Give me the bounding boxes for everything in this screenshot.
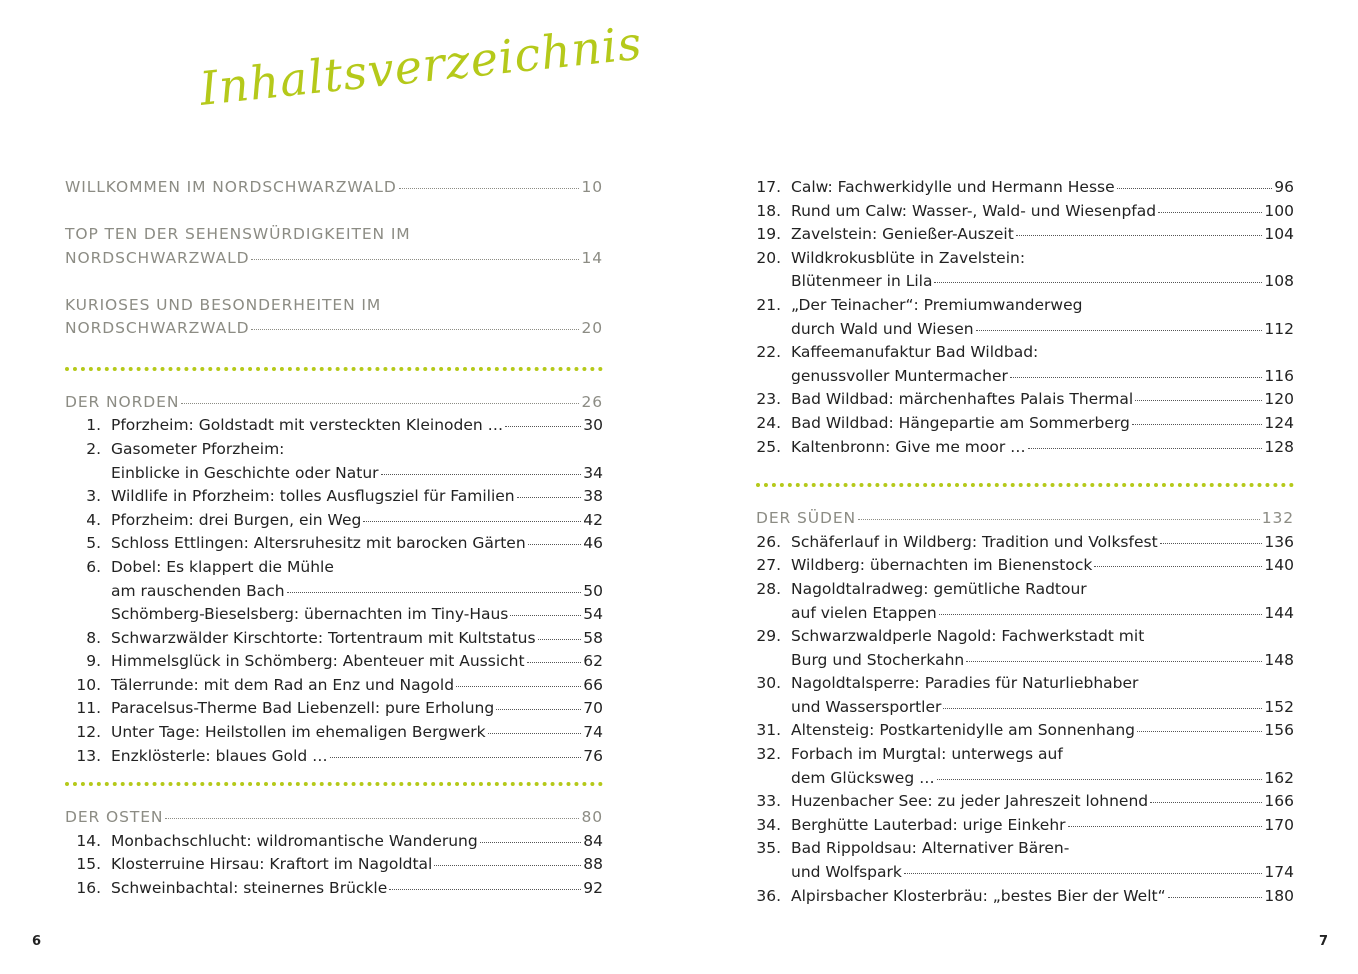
entry-title: Wildkrokusblüte in Zavelstein: xyxy=(791,248,1026,267)
toc-entry[interactable] xyxy=(756,367,1294,391)
osten-continued-entries xyxy=(756,178,1294,461)
entry-title: Enzklösterle: blaues Gold … xyxy=(111,746,328,765)
entry-number: 34. xyxy=(756,815,781,834)
leader-dots xyxy=(480,842,582,843)
toc-entry[interactable] xyxy=(756,556,1294,580)
toc-entry[interactable] xyxy=(756,225,1294,249)
leader-dots xyxy=(434,865,581,866)
leader-dots xyxy=(1016,235,1263,236)
entry-page: 74 xyxy=(583,723,603,742)
entry-page: 112 xyxy=(1264,319,1294,338)
entry-number: 26. xyxy=(756,532,781,551)
section-divider xyxy=(65,367,603,371)
entry-number: 24. xyxy=(756,413,781,432)
entry-page: 96 xyxy=(1274,178,1294,196)
entry-number: 27. xyxy=(756,556,781,575)
entry-number: 19. xyxy=(756,225,781,244)
entry-title: Rund um Calw: Wasser-, Wald- und Wiesenpfad xyxy=(791,201,1157,220)
entry-title: Forbach im Murgtal: unterwegs auf xyxy=(791,745,1063,764)
leader-dots xyxy=(904,873,1263,874)
leader-dots xyxy=(381,474,582,475)
leader-dots xyxy=(1010,377,1263,378)
leader-dots xyxy=(1132,424,1263,425)
section-heading-osten[interactable]: DER OSTEN 80 xyxy=(65,808,603,827)
section-heading-norden[interactable]: DER NORDEN 26 xyxy=(65,392,603,411)
entry-title: Nagoldtalsperre: Paradies für Naturliebhaber xyxy=(791,674,1139,693)
leader-dots xyxy=(976,330,1263,331)
entry-title: Wildlife in Pforzheim: tolles Ausflugsziel für Familien xyxy=(111,487,515,506)
entry-title: Zavelstein: Genießer-Auszeit xyxy=(791,225,1014,244)
entry-title: Altensteig: Postkartenidylle am Sonnenhang xyxy=(791,721,1136,740)
entry-title: Schwarzwaldperle Nagold: Fachwerkstadt mit xyxy=(791,627,1145,646)
entry-title: Burg und Stocherkahn xyxy=(791,650,965,669)
entry-page: 58 xyxy=(583,628,603,647)
page-number-left: 6 xyxy=(32,934,42,949)
leader-dots xyxy=(389,889,581,890)
leader-dots xyxy=(1068,826,1263,827)
leader-dots xyxy=(505,426,581,427)
toc-entry[interactable] xyxy=(756,604,1294,628)
entry-title: Unter Tage: Heilstollen im ehemaligen Bergwerk xyxy=(111,723,486,742)
leader-dots xyxy=(1135,400,1262,401)
toc-entry[interactable] xyxy=(756,651,1294,675)
toc-entry[interactable] xyxy=(756,438,1294,462)
entry-title: Schömberg-Bieselsberg: übernachten im Tiny-Haus xyxy=(111,605,509,624)
entry-title: Schwarzwälder Kirschtorte: Tortentraum mit Kultstatus xyxy=(111,628,536,647)
toc-entry[interactable] xyxy=(65,676,603,700)
entry-title: Klosterruine Hirsau: Kraftort im Nagoldtal xyxy=(111,855,433,874)
entry-number: 5. xyxy=(86,534,101,553)
entry-number: 23. xyxy=(756,390,781,409)
entry-page: 156 xyxy=(1264,721,1294,740)
toc-entry-line[interactable] xyxy=(756,343,1294,367)
leader-dots xyxy=(937,779,1263,780)
entry-number: 1. xyxy=(86,416,101,435)
entry-number: 36. xyxy=(756,886,781,905)
entry-title: Calw: Fachwerkidylle und Hermann Hesse xyxy=(791,178,1115,196)
entry-title: auf vielen Etappen xyxy=(791,603,937,622)
toc-entry[interactable] xyxy=(65,629,603,653)
toc-entry[interactable] xyxy=(65,832,603,856)
entry-title: durch Wald und Wiesen xyxy=(791,319,974,338)
leader-dots xyxy=(1094,566,1262,567)
leader-dots xyxy=(1160,543,1263,544)
entry-title: Paracelsus-Therme Bad Liebenzell: pure Erholung xyxy=(111,699,495,718)
entry-page: 128 xyxy=(1264,437,1294,456)
leader-dots xyxy=(1117,188,1273,189)
leader-dots xyxy=(1168,897,1263,898)
leader-dots xyxy=(538,639,582,640)
entry-page: 104 xyxy=(1264,225,1294,244)
leader-dots xyxy=(330,757,582,758)
entry-title: Dobel: Es klappert die Mühle xyxy=(111,557,334,576)
toc-entry[interactable] xyxy=(756,320,1294,344)
entry-number: 31. xyxy=(756,721,781,740)
entry-page: 46 xyxy=(583,534,603,553)
entry-page: 108 xyxy=(1264,272,1294,291)
sueden-entries xyxy=(756,533,1294,911)
entry-title: Bad Rippoldsau: Alternativer Bären- xyxy=(791,839,1070,858)
entry-number: 8. xyxy=(86,628,101,647)
leader-dots xyxy=(496,709,581,710)
entry-page: 38 xyxy=(583,487,603,506)
entry-page: 116 xyxy=(1264,366,1294,385)
entry-number: 11. xyxy=(76,699,101,718)
toc-entry[interactable] xyxy=(756,816,1294,840)
entry-page: 148 xyxy=(1264,650,1294,669)
toc-entry[interactable] xyxy=(756,887,1294,911)
entry-title: am rauschenden Bach xyxy=(111,581,285,600)
toc-entry[interactable] xyxy=(65,855,603,879)
entry-title: Blütenmeer in Lila xyxy=(791,272,933,291)
entry-page: 34 xyxy=(583,463,603,482)
entry-title: Pforzheim: Goldstadt mit versteckten Kleinoden … xyxy=(111,416,504,435)
entry-page: 84 xyxy=(583,831,603,850)
entry-title: Pforzheim: drei Burgen, ein Weg xyxy=(111,510,362,529)
section-divider xyxy=(756,483,1294,487)
leader-dots xyxy=(287,592,582,593)
entry-title: Alpirsbacher Klosterbräu: „bestes Bier der Welt“ xyxy=(791,886,1166,905)
leader-dots xyxy=(527,662,582,663)
toc-entry[interactable] xyxy=(65,747,603,771)
leader-dots xyxy=(510,615,581,616)
entry-number: 15. xyxy=(76,855,101,874)
entry-page: 42 xyxy=(583,510,603,529)
entry-title: Schloss Ettlingen: Altersruhesitz mit barocken Gärten xyxy=(111,534,526,553)
entry-number: 3. xyxy=(86,487,101,506)
toc-entry[interactable] xyxy=(756,533,1294,557)
toc-left-column xyxy=(65,178,603,903)
entry-title: Tälerrunde: mit dem Rad an Enz und Nagold xyxy=(111,675,455,694)
entry-number: 14. xyxy=(76,831,101,850)
page-number-right: 7 xyxy=(1319,934,1329,949)
entry-number: 16. xyxy=(76,879,101,898)
entry-title: Einblicke in Geschichte oder Natur xyxy=(111,463,379,482)
toc-entry-line[interactable] xyxy=(756,249,1294,273)
entry-number: 32. xyxy=(756,745,781,764)
entry-title: Kaffeemanufaktur Bad Wildbad: xyxy=(791,343,1039,362)
entry-page: 124 xyxy=(1264,413,1294,432)
entry-page: 180 xyxy=(1264,886,1294,905)
leader-dots xyxy=(488,733,582,734)
toc-intro-topten[interactable]: NORDSCHWARZWALD 14 xyxy=(65,248,603,267)
toc-entry-line[interactable] xyxy=(756,627,1294,651)
leader-dots xyxy=(456,686,581,687)
entry-number: 9. xyxy=(86,652,101,671)
toc-intro-topten-line1[interactable]: TOP TEN DER SEHENSWÜRDIGKEITEN IM xyxy=(65,224,411,243)
leader-dots xyxy=(1137,731,1262,732)
entry-page: 92 xyxy=(583,879,603,898)
toc-entry[interactable] xyxy=(65,723,603,747)
entry-page: 120 xyxy=(1264,390,1294,409)
entry-page: 162 xyxy=(1264,768,1294,787)
toc-entry-line[interactable] xyxy=(65,440,603,464)
entry-number: 2. xyxy=(86,439,101,458)
entry-title: Schweinbachtal: steinernes Brückle xyxy=(111,879,388,898)
entry-page: 70 xyxy=(583,699,603,718)
toc-entry[interactable] xyxy=(65,582,603,606)
leader-dots xyxy=(517,497,582,498)
toc-entry[interactable] xyxy=(65,652,603,676)
entry-page: 136 xyxy=(1264,532,1294,551)
norden-entries xyxy=(65,416,603,770)
toc-intro-kurioses[interactable]: NORDSCHWARZWALD 20 xyxy=(65,319,603,338)
toc-entry[interactable] xyxy=(756,178,1294,202)
entry-title: Kaltenbronn: Give me moor … xyxy=(791,437,1026,456)
entry-number: 17. xyxy=(756,178,781,196)
entry-number: 12. xyxy=(76,723,101,742)
right-page xyxy=(679,0,1358,974)
entry-title: Wildberg: übernachten im Bienenstock xyxy=(791,556,1093,575)
toc-entry-line[interactable] xyxy=(756,745,1294,769)
toc-entry[interactable] xyxy=(756,721,1294,745)
entry-title: Bad Wildbad: märchenhaftes Palais Thermal xyxy=(791,390,1134,409)
leader-dots xyxy=(939,614,1263,615)
entry-page: 30 xyxy=(583,416,603,435)
entry-number: 21. xyxy=(756,295,781,314)
toc-entry[interactable] xyxy=(65,511,603,535)
toc-entry[interactable] xyxy=(756,698,1294,722)
entry-title: Huzenbacher See: zu jeder Jahreszeit lohnend xyxy=(791,792,1149,811)
leader-dots xyxy=(966,661,1262,662)
toc-intro-welcome[interactable]: WILLKOMMEN IM NORDSCHWARZWALD 10 xyxy=(65,178,603,196)
entry-title: Berghütte Lauterbad: urige Einkehr xyxy=(791,815,1066,834)
toc-entry[interactable] xyxy=(65,605,603,629)
entry-title: dem Glücksweg … xyxy=(791,768,935,787)
entry-title: und Wassersportler xyxy=(791,697,942,716)
entry-number: 25. xyxy=(756,437,781,456)
entry-title: genussvoller Muntermacher xyxy=(791,366,1008,385)
entry-title: Gasometer Pforzheim: xyxy=(111,439,285,458)
entry-title: Monbachschlucht: wildromantische Wanderung xyxy=(111,831,478,850)
entry-page: 50 xyxy=(583,581,603,600)
entry-title: Bad Wildbad: Hängepartie am Sommerberg xyxy=(791,413,1130,432)
entry-page: 140 xyxy=(1264,556,1294,575)
toc-entry[interactable] xyxy=(756,769,1294,793)
toc-entry[interactable] xyxy=(756,863,1294,887)
entry-number: 30. xyxy=(756,674,781,693)
entry-page: 66 xyxy=(583,675,603,694)
entry-number: 22. xyxy=(756,343,781,362)
entry-number: 4. xyxy=(86,510,101,529)
toc-entry[interactable] xyxy=(65,464,603,488)
entry-number: 13. xyxy=(76,746,101,765)
leader-dots xyxy=(934,282,1262,283)
entry-title: Schäferlauf in Wildberg: Tradition und Volksfest xyxy=(791,532,1158,551)
toc-entry[interactable] xyxy=(756,792,1294,816)
toc-entry[interactable] xyxy=(65,699,603,723)
leader-dots xyxy=(1028,448,1263,449)
toc-entry[interactable] xyxy=(756,272,1294,296)
entry-number: 20. xyxy=(756,248,781,267)
toc-entry[interactable] xyxy=(65,487,603,511)
entry-page: 62 xyxy=(583,652,603,671)
leader-dots xyxy=(1150,802,1262,803)
entry-title: Nagoldtalradweg: gemütliche Radtour xyxy=(791,579,1087,598)
entry-page: 144 xyxy=(1264,603,1294,622)
entry-number: 33. xyxy=(756,792,781,811)
toc-intro-kurioses-line1[interactable]: KURIOSES UND BESONDERHEITEN IM xyxy=(65,295,382,314)
entry-page: 170 xyxy=(1264,815,1294,834)
toc-entry-line[interactable] xyxy=(756,580,1294,604)
entry-number: 35. xyxy=(756,839,781,858)
entry-number: 29. xyxy=(756,627,781,646)
entry-number: 10. xyxy=(76,675,101,694)
toc-entry[interactable] xyxy=(65,416,603,440)
entry-number: 18. xyxy=(756,201,781,220)
toc-entry[interactable] xyxy=(65,534,603,558)
entry-page: 54 xyxy=(583,605,603,624)
osten-entries xyxy=(65,832,603,903)
leader-dots xyxy=(528,544,582,545)
entry-page: 152 xyxy=(1264,697,1294,716)
entry-page: 88 xyxy=(583,855,603,874)
entry-number: 6. xyxy=(86,557,101,576)
entry-title: „Der Teinacher“: Premiumwanderweg xyxy=(791,295,1083,314)
toc-entry-line[interactable] xyxy=(756,296,1294,320)
entry-page: 166 xyxy=(1264,792,1294,811)
toc-entry[interactable] xyxy=(756,202,1294,226)
leader-dots xyxy=(943,708,1262,709)
leader-dots xyxy=(1158,212,1262,213)
toc-entry[interactable] xyxy=(756,414,1294,438)
entry-page: 174 xyxy=(1264,863,1294,882)
entry-title: und Wolfspark xyxy=(791,863,902,882)
toc-entry[interactable] xyxy=(756,390,1294,414)
toc-entry-line[interactable] xyxy=(756,674,1294,698)
toc-entry[interactable] xyxy=(65,879,603,903)
entry-title: Himmelsglück in Schömberg: Abenteuer mit Aussicht xyxy=(111,652,525,671)
entry-number: 28. xyxy=(756,579,781,598)
section-heading-sueden[interactable]: DER SÜDEN 132 xyxy=(756,509,1294,528)
entry-page: 76 xyxy=(583,746,603,765)
leader-dots xyxy=(363,521,581,522)
toc-entry-line[interactable] xyxy=(65,558,603,582)
entry-page: 100 xyxy=(1264,201,1294,220)
toc-title: Inhaltsverzeichnis xyxy=(197,15,645,116)
toc-entry-line[interactable] xyxy=(756,839,1294,863)
section-divider xyxy=(65,782,603,786)
toc-right-column xyxy=(756,178,1294,910)
